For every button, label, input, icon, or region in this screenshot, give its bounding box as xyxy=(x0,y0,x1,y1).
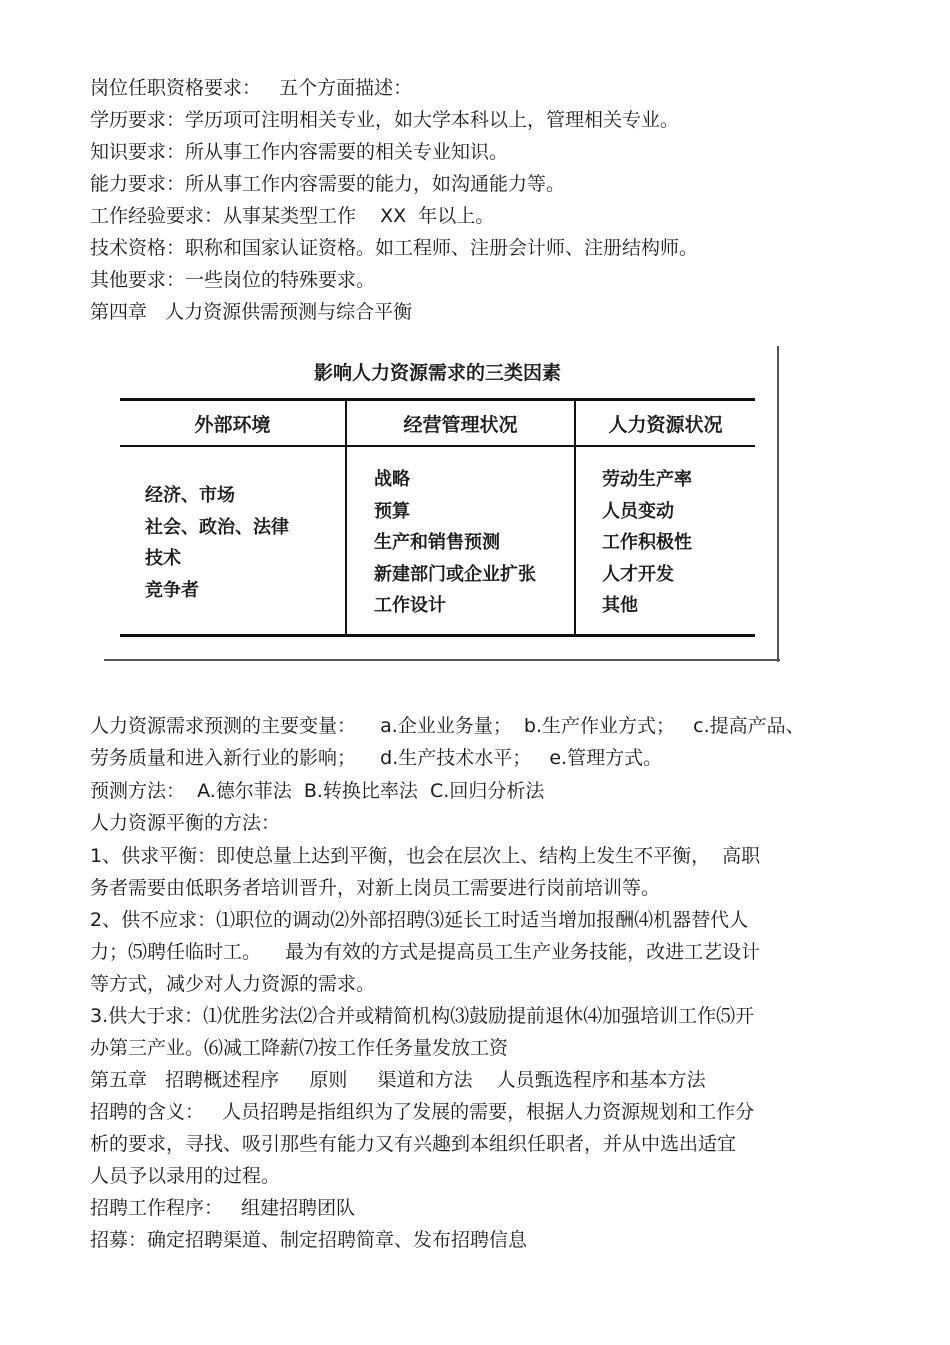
text-line: 人力资源需求预测的主要变量： a.企业业务量； b.生产作业方式； c.提高产品、 xyxy=(90,715,805,737)
text-line: 其他要求：一些岗位的特殊要求。 xyxy=(90,269,376,291)
factors-table-figure xyxy=(104,346,780,662)
column-header-external: 外部环境 xyxy=(194,414,271,436)
list-item: 技术 xyxy=(145,548,181,569)
column-items-hr xyxy=(602,464,692,622)
list-item: 预算 xyxy=(374,500,410,522)
column-header-management: 经营管理状况 xyxy=(403,414,518,436)
figure-title: 影响人力资源需求的三类因素 xyxy=(313,362,561,384)
table-header-rule xyxy=(120,445,755,447)
text-line: 知识要求：所从事工作内容需要的相关专业知识。 xyxy=(90,141,509,163)
table-top-rule xyxy=(120,398,755,401)
table-bottom-rule xyxy=(120,634,755,637)
text-line: 务者需要由低职务者培训晋升，对新上岗员工需要进行岗前培训等。 xyxy=(90,877,661,899)
text-line: 人员予以录用的过程。 xyxy=(90,1165,281,1187)
text-line: 力；⑸聘任临时工。 最为有效的方式是提高员工生产业务技能，改进工艺设计 xyxy=(90,941,761,963)
text-line: 预测方法： A.德尔菲法 B.转换比率法 C.回归分析法 xyxy=(90,780,545,802)
list-item: 战略 xyxy=(374,469,410,490)
list-item: 劳动生产率 xyxy=(602,469,692,490)
list-item: 经济、市场 xyxy=(145,485,235,506)
list-item: 其他 xyxy=(602,595,638,616)
chapter-heading: 第五章 招聘概述程序 原则 渠道和方法 人员甄选程序和基本方法 xyxy=(90,1069,706,1091)
list-item: 人才开发 xyxy=(602,563,674,585)
text-line: 2、供不应求：⑴职位的调动⑵外部招聘⑶延长工时适当增加报酬⑷机器替代人 xyxy=(90,909,749,931)
list-item: 工作积极性 xyxy=(602,532,692,553)
text-line: 招聘的含义： 人员招聘是指组织为了发展的需要，根据人力资源规划和工作分 xyxy=(90,1101,755,1123)
text-line: 析的要求，寻找、吸引那些有能力又有兴趣到本组织任职者，并从中选出适宜 xyxy=(90,1133,737,1155)
column-items-external xyxy=(145,480,289,606)
text-line: 3.供大于求：⑴优胜劣法⑵合并或精简机构⑶鼓励提前退休⑷加强培训工作⑸开 xyxy=(90,1005,755,1027)
text-line: 岗位任职资格要求： 五个方面描述： xyxy=(90,77,413,99)
list-item: 工作设计 xyxy=(374,595,446,616)
text-line: 学历要求：学历项可注明相关专业，如大学本科以上，管理相关专业。 xyxy=(90,109,680,131)
column-header-hr: 人力资源状况 xyxy=(608,414,723,436)
text-line: 劳务质量和进入新行业的影响； d.生产技术水平； e.管理方式。 xyxy=(90,747,663,769)
text-line: 等方式，减少对人力资源的需求。 xyxy=(90,973,376,995)
list-item: 社会、政治、法律 xyxy=(145,516,289,538)
figure-frame-edge xyxy=(777,346,779,662)
text-line: 工作经验要求：从事某类型工作 XX 年以上。 xyxy=(90,205,495,227)
text-line: 招募：确定招聘渠道、制定招聘简章、发布招聘信息 xyxy=(90,1229,528,1251)
text-line: 技术资格：职称和国家认证资格。如工程师、注册会计师、注册结构师。 xyxy=(90,237,699,259)
chapter-heading: 第四章 人力资源供需预测与综合平衡 xyxy=(90,301,413,323)
text-line: 招聘工作程序： 组建招聘团队 xyxy=(90,1197,356,1219)
list-item: 新建部门或企业扩张 xyxy=(374,563,536,585)
figure-frame-edge xyxy=(104,659,780,661)
text-line: 办第三产业。⑹减工降薪⑺按工作任务量发放工资 xyxy=(90,1037,509,1059)
text-line: 能力要求：所从事工作内容需要的能力，如沟通能力等。 xyxy=(90,173,566,195)
list-item: 竞争者 xyxy=(145,579,199,601)
text-line: 人力资源平衡的方法： xyxy=(90,812,281,834)
list-item: 人员变动 xyxy=(602,500,674,522)
text-line: 1、供求平衡：即使总量上达到平衡，也会在层次上、结构上发生不平衡， 高职 xyxy=(90,845,761,867)
list-item: 生产和销售预测 xyxy=(374,532,500,553)
column-items-management xyxy=(374,464,536,622)
